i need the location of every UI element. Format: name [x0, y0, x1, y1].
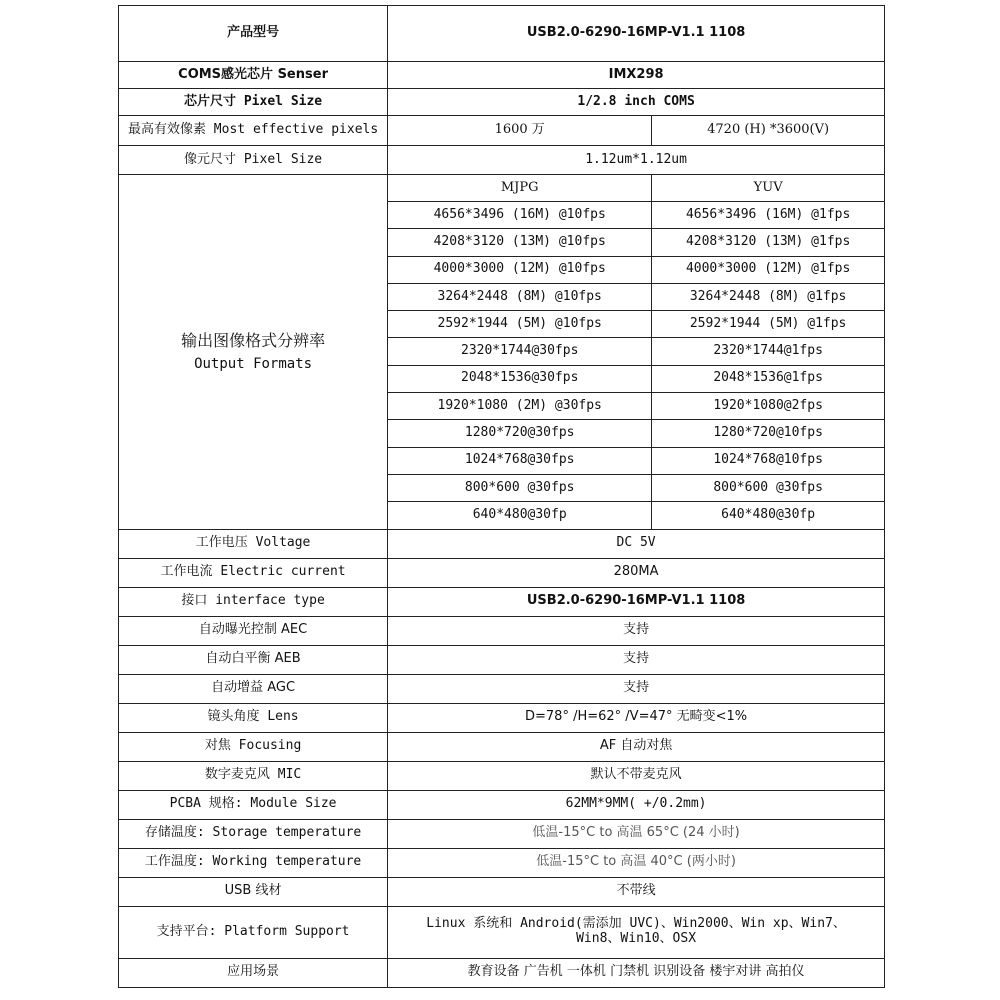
- output-mjpg-cell: 640*480@30fp: [388, 502, 652, 529]
- output-header-yuv: YUV: [652, 175, 885, 202]
- platform-value: [388, 906, 885, 958]
- row-usb-cable: [119, 877, 885, 906]
- row-output-header: [119, 175, 885, 202]
- voltage-label: 工作电压 Voltage: [119, 529, 388, 558]
- output-label-cn: 输出图像格式分辨率: [181, 330, 326, 350]
- output-mjpg-cell: 1024*768@30fps: [388, 447, 652, 474]
- pixel-size-value: 1.12um*1.12um: [388, 146, 885, 175]
- output-mjpg-cell: 3264*2448 (8M) @10fps: [388, 283, 652, 310]
- row-focusing: [119, 732, 885, 761]
- row-aeb: [119, 645, 885, 674]
- usb-cable-label: USB 线材: [119, 877, 388, 906]
- row-aec: [119, 616, 885, 645]
- application-label: 应用场景: [119, 958, 388, 987]
- output-header-mjpg: MJPG: [388, 175, 652, 202]
- row-voltage: [119, 529, 885, 558]
- current-label: 工作电流 Electric current: [119, 558, 388, 587]
- output-yuv-cell: 1920*1080@2fps: [652, 393, 885, 420]
- output-mjpg-cell: 1920*1080 (2M) @30fps: [388, 393, 652, 420]
- pixels-value-count: 1600 万: [388, 116, 652, 146]
- aec-value: 支持: [388, 616, 885, 645]
- output-mjpg-cell: 4208*3120 (13M) @10fps: [388, 229, 652, 256]
- output-mjpg-cell: 2048*1536@30fps: [388, 365, 652, 392]
- output-label-en: Output Formats: [194, 355, 313, 372]
- aec-label: 自动曝光控制 AEC: [119, 616, 388, 645]
- platform-label: 支持平台: Platform Support: [119, 906, 388, 958]
- pixels-label: 最高有效像素 Most effective pixels: [119, 116, 388, 146]
- platform-line-2: Win8、Win10、OSX: [576, 931, 697, 947]
- output-label: [119, 175, 388, 530]
- spec-sheet: [118, 5, 885, 988]
- interface-label: 接口 interface type: [119, 587, 388, 616]
- chip-size-value: 1/2.8 inch COMS: [388, 89, 885, 116]
- spec-table: [118, 5, 885, 988]
- row-lens: [119, 703, 885, 732]
- pixel-size-label: 像元尺寸 Pixel Size: [119, 146, 388, 175]
- interface-value: USB2.0-6290-16MP-V1.1 1108: [388, 587, 885, 616]
- mic-value: 默认不带麦克风: [388, 761, 885, 790]
- row-model: [119, 6, 885, 62]
- lens-value: D=78° /H=62° /V=47° 无畸变<1%: [388, 703, 885, 732]
- current-value: 280MA: [388, 558, 885, 587]
- output-yuv-cell: 2592*1944 (5M) @1fps: [652, 311, 885, 338]
- output-yuv-cell: 4656*3496 (16M) @1fps: [652, 202, 885, 229]
- focusing-value: AF 自动对焦: [388, 732, 885, 761]
- sensor-label: COMS感光芯片 Senser: [119, 62, 388, 89]
- model-label: 产品型号: [119, 6, 388, 62]
- output-yuv-cell: 1280*720@10fps: [652, 420, 885, 447]
- output-mjpg-cell: 4000*3000 (12M) @10fps: [388, 256, 652, 283]
- working-temp-label: 工作温度: Working temperature: [119, 848, 388, 877]
- row-storage-temp: [119, 819, 885, 848]
- row-current: [119, 558, 885, 587]
- output-yuv-cell: 4000*3000 (12M) @1fps: [652, 256, 885, 283]
- pixels-value-resolution: 4720 (H) *3600(V): [652, 116, 885, 146]
- row-agc: [119, 674, 885, 703]
- sensor-value: IMX298: [388, 62, 885, 89]
- output-yuv-cell: 1024*768@10fps: [652, 447, 885, 474]
- row-application: [119, 958, 885, 987]
- output-mjpg-cell: 800*600 @30fps: [388, 474, 652, 501]
- mic-label: 数字麦克风 MIC: [119, 761, 388, 790]
- working-temp-value: 低温-15°C to 高温 40°C (两小时): [388, 848, 885, 877]
- voltage-value: DC 5V: [388, 529, 885, 558]
- output-mjpg-cell: 2592*1944 (5M) @10fps: [388, 311, 652, 338]
- row-platform: [119, 906, 885, 958]
- row-chip-size: [119, 89, 885, 116]
- agc-value: 支持: [388, 674, 885, 703]
- storage-temp-value: 低温-15°C to 高温 65°C (24 小时): [388, 819, 885, 848]
- row-mic: [119, 761, 885, 790]
- output-yuv-cell: 800*600 @30fps: [652, 474, 885, 501]
- output-yuv-cell: 4208*3120 (13M) @1fps: [652, 229, 885, 256]
- focusing-label: 对焦 Focusing: [119, 732, 388, 761]
- output-yuv-cell: 2048*1536@1fps: [652, 365, 885, 392]
- row-pixel-size: [119, 146, 885, 175]
- output-mjpg-cell: 2320*1744@30fps: [388, 338, 652, 365]
- output-mjpg-cell: 1280*720@30fps: [388, 420, 652, 447]
- row-pixels: [119, 116, 885, 146]
- application-value: 教育设备 广告机 一体机 门禁机 识别设备 楼宇对讲 高拍仪: [388, 958, 885, 987]
- platform-line-1: Linux 系统和 Android(需添加 UVC)、Win2000、Win xp、Win7、: [426, 916, 846, 932]
- row-working-temp: [119, 848, 885, 877]
- output-yuv-cell: 640*480@30fp: [652, 502, 885, 529]
- row-interface: [119, 587, 885, 616]
- output-mjpg-cell: 4656*3496 (16M) @10fps: [388, 202, 652, 229]
- aeb-value: 支持: [388, 645, 885, 674]
- model-value: USB2.0-6290-16MP-V1.1 1108: [388, 6, 885, 62]
- row-sensor: [119, 62, 885, 89]
- agc-label: 自动增益 AGC: [119, 674, 388, 703]
- module-size-label: PCBA 规格: Module Size: [119, 790, 388, 819]
- storage-temp-label: 存储温度: Storage temperature: [119, 819, 388, 848]
- row-module-size: [119, 790, 885, 819]
- output-yuv-cell: 3264*2448 (8M) @1fps: [652, 283, 885, 310]
- usb-cable-value: 不带线: [388, 877, 885, 906]
- output-yuv-cell: 2320*1744@1fps: [652, 338, 885, 365]
- chip-size-label: 芯片尺寸 Pixel Size: [119, 89, 388, 116]
- lens-label: 镜头角度 Lens: [119, 703, 388, 732]
- module-size-value: 62MM*9MM( +/0.2mm): [388, 790, 885, 819]
- aeb-label: 自动白平衡 AEB: [119, 645, 388, 674]
